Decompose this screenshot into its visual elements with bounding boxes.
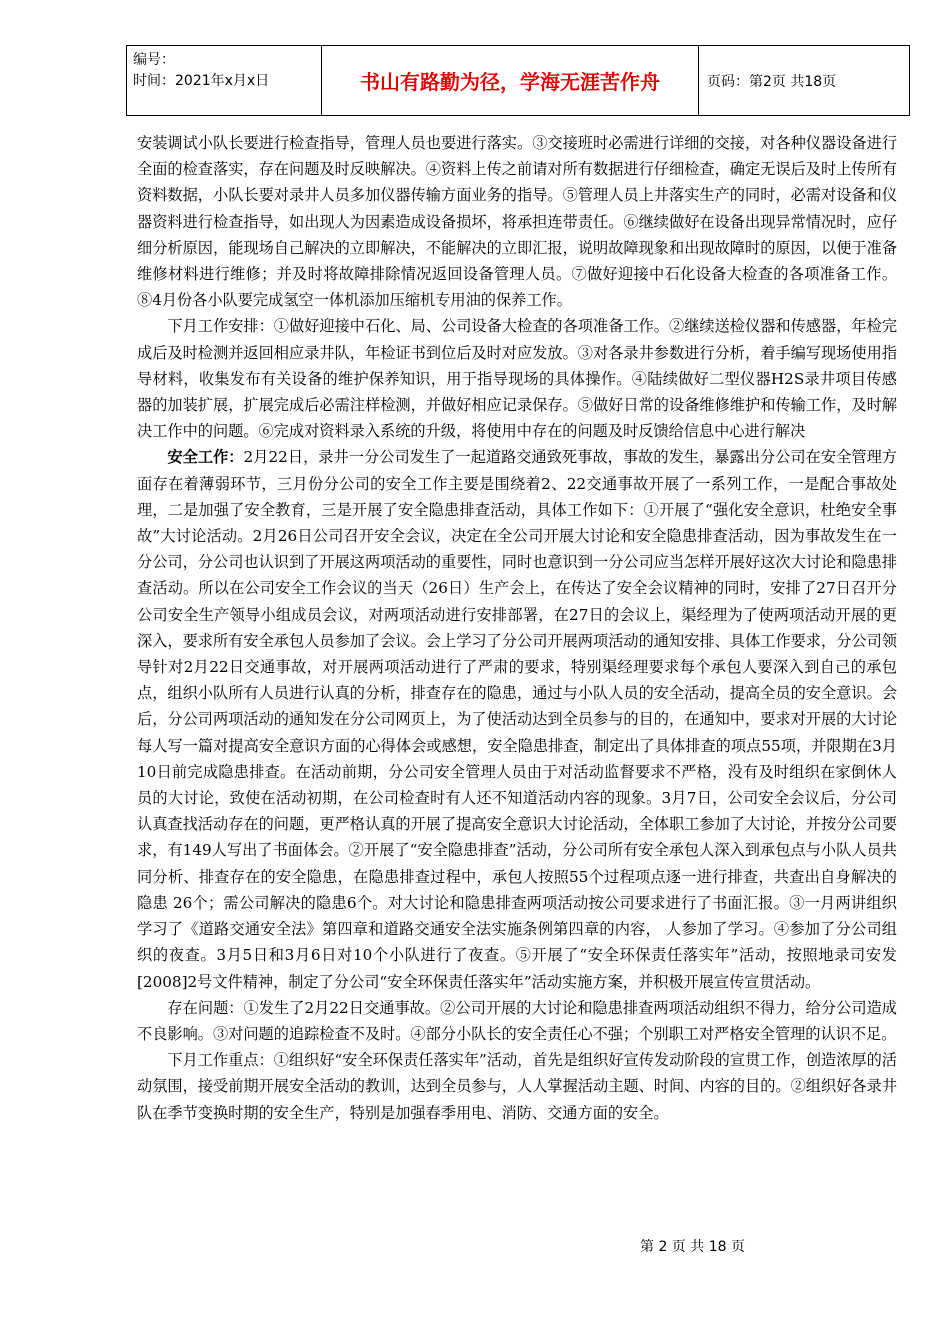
paragraph-existing-problems: 存在问题：①发生了2月22日交通事故。②公司开展的大讨论和隐患排查两项活动组织不得力，给分公司造成不良影响。③对问题的追踪检查不及时。④部分小队长的安全责任心不强；个别职工对严格安全管理的认识不足。 — [137, 998, 897, 1043]
document-number: 编号： — [133, 52, 175, 68]
header-motto: 书山有路勤为径，学海无涯苦作舟 — [322, 46, 699, 115]
document-body — [137, 130, 897, 1126]
page-header — [126, 45, 910, 116]
page-footer: 第 2 页 共 18 页 — [640, 1239, 745, 1255]
paragraph-safety-work — [137, 444, 897, 994]
paragraph-equipment-continued: 安装调试小队长要进行检查指导，管理人员也要进行落实。③交接班时必需进行详细的交接，对各种仪器设备进行全面的检查落实，存在问题及时反映解决。④资料上传之前请对所有数据进行仔细检查，确定无误后及时上传所有资料数据，小队长要对录井人员多加仪器传输方面业务的指导。⑤管理人员上井落实生产的同时，必需对设备和仪器资料进行检查指导，如出现人为因素造成设备损坏，将承担连带责任。⑥继续做好在设备出现异常情况时，应仔细分析原因，能现场自己解决的立即解决，不能解决的立即汇报，说明故障现象和出现故障时的原因，以便于准备维修材料进行维修；并及时将故障排除情况返回设备管理人员。⑦做好迎接中石化设备大检查的各项准备工作。⑧4月份各小队要完成氢空一体机添加压缩机专用油的保养工作。 — [137, 134, 897, 310]
header-meta — [127, 46, 322, 115]
safety-text: 2月22日，录井一分公司发生了一起道路交通致死事故，事故的发生，暴露出分公司在安全管理方面存在着薄弱环节，三月份分公司的安全工作主要是围绕着2、22交通事故开展了一系列工作，一是配合事故处理，二是加强了安全教育，三是开展了安全隐患排查活动，具体工作如下：①开展了“强化安全意识，杜绝安全事故”大讨论活动。2月26日公司召开安全会议，决定在全公司开展大讨论和安全隐患排查活动，因为事故发生在一分公司，分公司也认识到了开展这两项活动的重要性，同时也意识到一分公司应当怎样开展好这次大讨论和隐患排查活动。所以在公司安全工作会议的当天（26日）生产会上，在传达了安全会议精神的同时，安排了27日召开分公司安全生产领导小组成员会议，对两项活动进行安排部署，在27日的会议上，渠经理为了使两项活动开展的更深入，要求所有安全承包人员参加了会议。会上学习了分公司开展两项活动的通知安排、具体工作要求，分公司领导针对2月22日交通事故，对开展两项活动进行了严肃的要求，特别渠经理要求每个承包人要深入到自己的承包点，组织小队所有人员进行认真的分析，排查存在的隐患，通过与小队人员的安全活动，提高全员的安全意识。会后，分公司两项活动的通知发在分公司网页上，为了使活动达到全员参与的目的，在通知中，要求对开展的大讨论每人写一篇对提高安全意识方面的心得体会或感想，安全隐患排查，制定出了具体排查的项点55项，并限期在3月10日前完成隐患排查。在活动前期，分公司安全管理人员由于对活动监督要求不严格，没有及时组织在家倒休人员的大讨论，致使在活动初期，在公司检查时有人还不知道活动内容的现象。3月7日，公司安全会议后，分公司认真查找活动存在的问题，更严格认真的开展了提高安全意识大讨论活动，全体职工参加了大讨论，并按分公司要求，有149人写出了书面体会。②开展了“安全隐患排查”活动，分公司所有安全承包人深入到承包点与小队人员共同分析、排查存在的安全隐患，在隐患排查过程中，承包人按照55个过程项点逐一进行排查，共查出自身解决的隐患 26个；需公司解决的隐患6个。对大讨论和隐患排查两项活动按公司要求进行了书面汇报。③一月两讲组织学习了《道路交通安全法》第四章和道路交通安全法实施条例第四章的内容， 人参加了学习。④参加了分公司组织的夜查。3月5日和3月6日对10个小队进行了夜查。⑤开展了“安全环保责任落实年”活动，按照地录司安发[2008]2号文件精神，制定了分公司“安全环保责任落实年”活动实施方案，并积极开展宣传宣贯活动。 — [137, 448, 897, 991]
paragraph-next-month-focus: 下月工作重点：①组织好“安全环保责任落实年”活动，首先是组织好宣传发动阶段的宣贯工作，创造浓厚的活动氛围，接受前期开展安全活动的教训，达到全员参与，人人掌握活动主题、时间、内容的目的。②组织好各录井队在季节变换时期的安全生产，特别是加强春季用电、消防、交通方面的安全。 — [137, 1051, 897, 1122]
document-time: 时间：2021年x月x日 — [133, 73, 270, 89]
header-page-number: 页码：第2页 共18页 — [707, 73, 837, 90]
paragraph-next-month-plan: 下月工作安排：①做好迎接中石化、局、公司设备大检查的各项准备工作。②继续送检仪器和传感器，年检完成后及时检测并返回相应录井队，年检证书到位后及时对应发放。③对各录井参数进行分析，着手编写现场使用指导材料，收集发布有关设备的维护保养知识，用于指导现场的具体操作。④陆续做好二型仪器H2S录井项目传感器的加装扩展，扩展完成后必需注样检测，并做好相应记录保存。⑤做好日常的设备维修维护和传输工作，及时解决工作中的问题。⑥完成对资料录入系统的升级，将使用中存在的问题及时反馈给信息中心进行解决 — [137, 317, 897, 441]
safety-heading: 安全工作： — [167, 448, 244, 467]
